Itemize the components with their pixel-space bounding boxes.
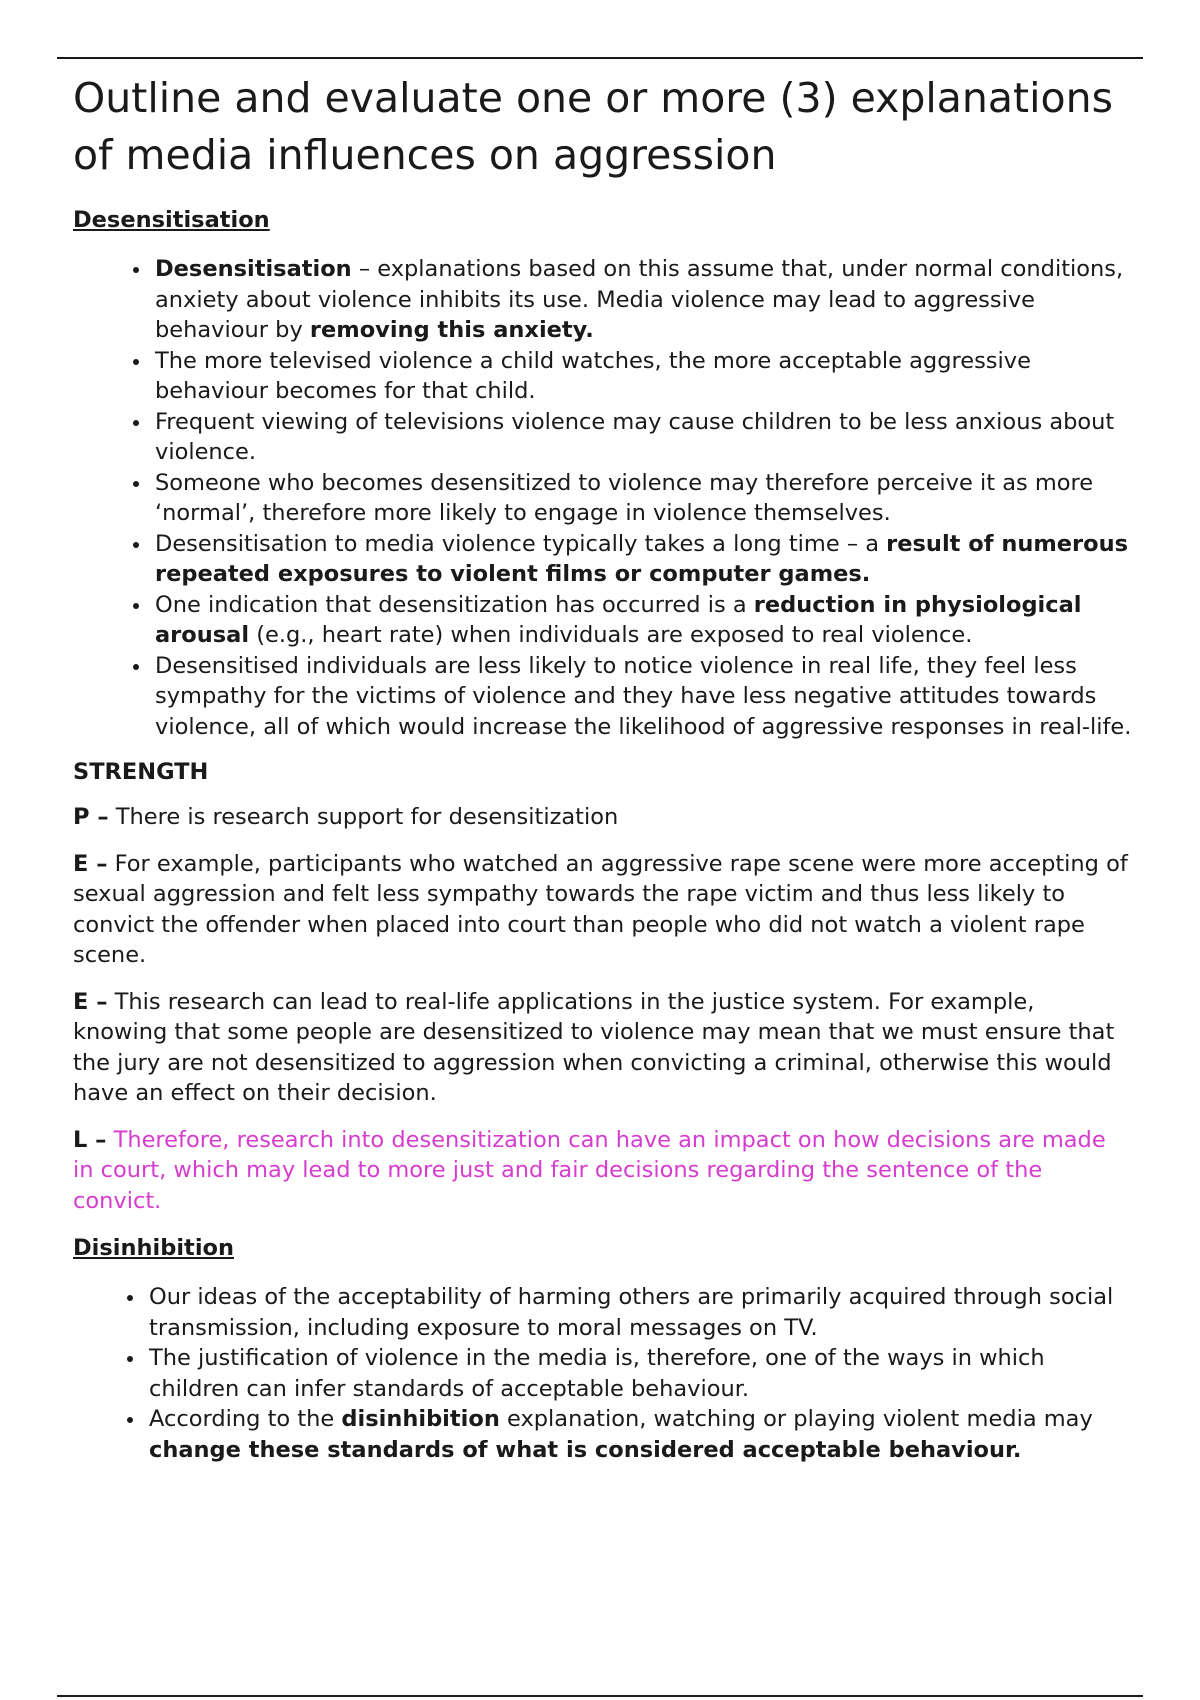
bold-text: removing this anxiety. <box>309 317 594 343</box>
section-heading-disinhibition: Disinhibition <box>73 1235 235 1261</box>
text-run: – explanations based on this assume that, under normal conditions, anxiety about violence inhibits its use. Media violence may lead to aggressive behaviour by <box>155 256 1124 343</box>
document-page <box>73 70 1133 1479</box>
strength-paragraph <box>73 987 1133 1109</box>
text-run: The justification of violence in the media is, therefore, one of the ways in which children can infer standards of acceptable behaviour. <box>149 1345 1045 1402</box>
top-rule <box>57 57 1143 59</box>
paragraph-text: This research can lead to real-life applications in the justice system. For example, knowing that some people are desensitized to violence may mean that we must ensure that the jury are not desensitized to aggression when convicting a criminal, otherwise this would have an effect on their decision. <box>73 988 1115 1106</box>
paragraph-text: There is research support for desensitization <box>108 804 619 830</box>
text-run: Someone who becomes desensitized to violence may therefore perceive it as more ‘normal’, therefore more likely to engage in violence themselves. <box>155 469 1094 526</box>
strength-paragraphs <box>73 802 1133 1216</box>
text-run: One indication that desensitization has occurred is a <box>155 591 754 618</box>
disinhibition-bullet-list <box>73 1282 1133 1465</box>
list-item <box>152 254 1133 346</box>
strength-paragraph <box>73 802 1133 833</box>
text-run: Frequent viewing of televisions violence may cause children to be less anxious about violence. <box>155 408 1115 465</box>
text-run: (e.g., heart rate) when individuals are exposed to real violence. <box>249 622 973 648</box>
text-run: Our ideas of the acceptability of harming others are primarily acquired through social transmission, including exposure to moral messages on TV. <box>149 1284 1114 1341</box>
text-run: explanation, watching or playing violent media may <box>499 1406 1093 1432</box>
strength-paragraph <box>73 849 1133 971</box>
paragraph-text: Therefore, research into desensitization can have an impact on how decisions are made in court, which may lead to more just and fair decisions regarding the sentence of the convict. <box>73 1126 1106 1214</box>
list-item <box>152 590 1133 651</box>
list-item <box>152 651 1133 743</box>
list-item <box>146 1343 1133 1404</box>
bold-text: result of numerous repeated exposures to violent films or computer games. <box>155 530 1129 587</box>
list-item <box>146 1282 1133 1343</box>
paragraph-text: For example, participants who watched an aggressive rape scene were more accepting of sexual aggression and felt less sympathy towards the rape victim and thus less likely to convict the offender when placed into court than people who did not watch a violent rape scene. <box>73 850 1128 968</box>
desensitisation-bullet-list <box>73 254 1133 742</box>
paragraph-prefix: E – <box>73 850 108 877</box>
text-run: The more televised violence a child watches, the more acceptable aggressive behaviour becomes for that child. <box>155 347 1031 404</box>
bold-text: disinhibition <box>341 1406 500 1432</box>
strength-paragraph <box>73 1125 1133 1217</box>
list-item <box>152 529 1133 590</box>
bold-text: Desensitisation <box>155 256 352 282</box>
paragraph-prefix: P – <box>73 804 109 830</box>
list-item <box>152 407 1133 468</box>
list-item <box>152 468 1133 529</box>
section-heading-desensitisation: Desensitisation <box>73 207 270 233</box>
bold-text: reduction in physiological arousal <box>155 591 1082 648</box>
paragraph-prefix: L – <box>73 1126 107 1153</box>
list-item <box>146 1404 1133 1465</box>
paragraph-prefix: E – <box>73 988 108 1015</box>
page-title: Outline and evaluate one or more (3) explanations of media influences on aggression <box>73 74 1113 179</box>
bottom-rule <box>57 1695 1143 1697</box>
list-item <box>152 346 1133 407</box>
strength-label: STRENGTH <box>73 759 209 785</box>
text-run: Desensitised individuals are less likely to notice violence in real life, they feel less sympathy for the victims of violence and they have less negative attitudes towards violence, all of which would increase the likelihood of aggressive responses in real-life. <box>155 652 1132 740</box>
text-run: According to the <box>149 1406 342 1432</box>
text-run: Desensitisation to media violence typically takes a long time – a <box>155 530 887 557</box>
bold-text: change these standards of what is considered acceptable behaviour. <box>149 1436 1022 1463</box>
